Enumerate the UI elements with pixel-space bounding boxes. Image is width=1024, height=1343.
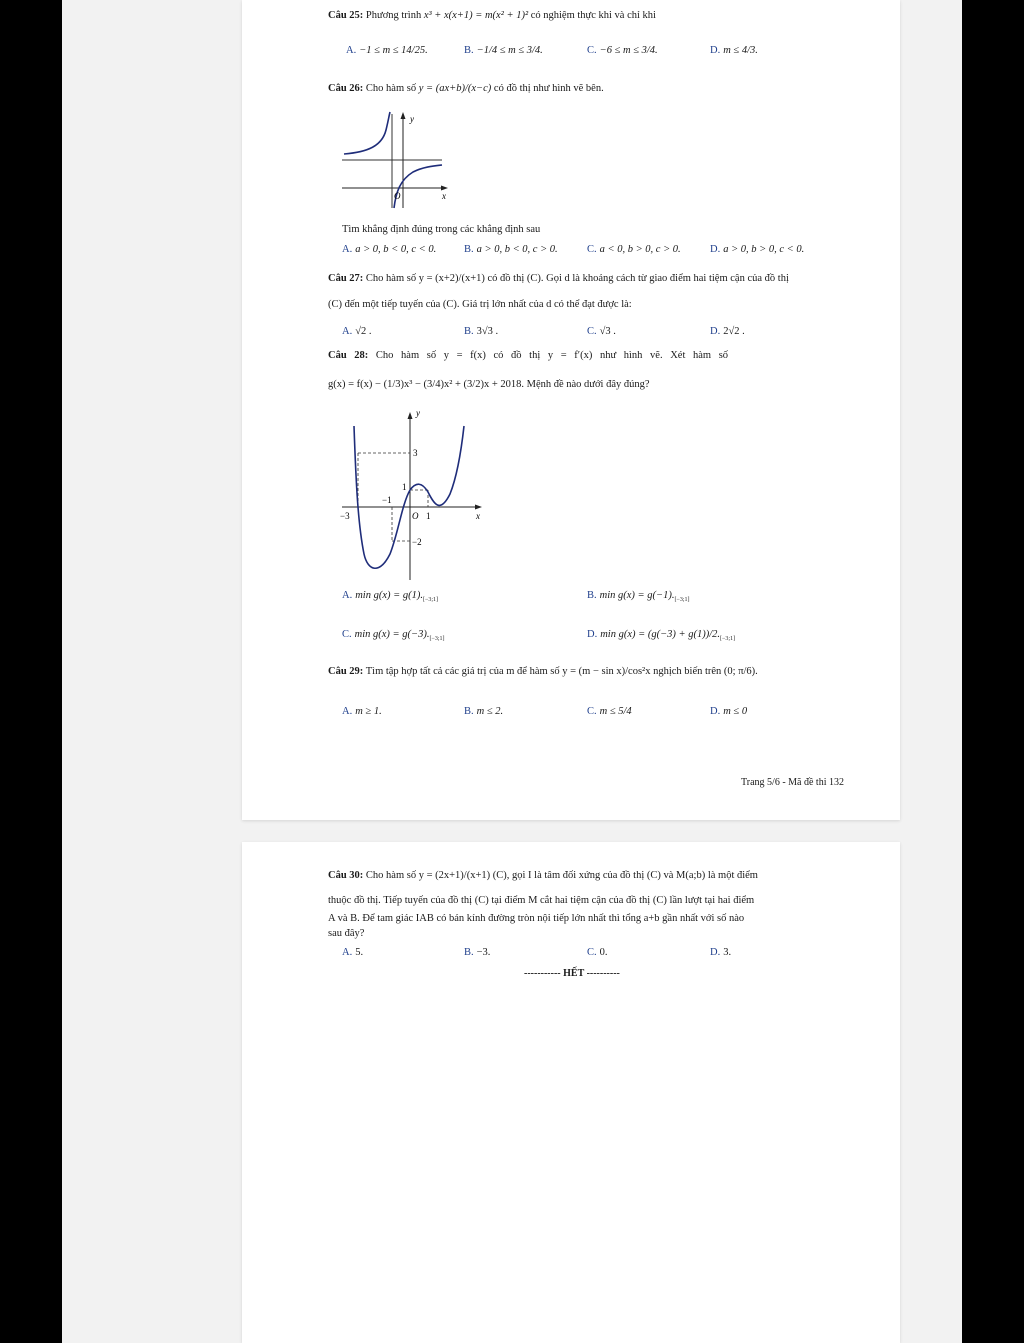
- option-d[interactable]: [710, 325, 745, 339]
- x-axis-label: x: [442, 191, 446, 201]
- option-d[interactable]: [710, 243, 804, 257]
- option-expr: m ≤ 2.: [476, 706, 504, 717]
- option-c[interactable]: [587, 325, 616, 339]
- option-d[interactable]: [710, 705, 747, 719]
- option-expr: −1/4 ≤ m ≤ 3/4.: [476, 45, 543, 56]
- derivative-curve: [354, 426, 464, 568]
- option-expr: a > 0, b > 0, c < 0.: [723, 244, 805, 255]
- option-expr: 3.: [723, 947, 732, 958]
- question-label: Câu 28:: [328, 350, 369, 361]
- origin-label: O: [412, 511, 419, 521]
- option-a[interactable]: [346, 44, 428, 58]
- option-letter: C.: [587, 45, 597, 56]
- option-c[interactable]: [587, 705, 632, 719]
- y-axis-arrow: [401, 112, 406, 119]
- option-expr: √2 .: [355, 326, 372, 337]
- tick-x-1: 1: [426, 511, 431, 521]
- option-c[interactable]: [587, 243, 681, 257]
- y-axis-arrow: [408, 412, 413, 419]
- option-letter: B.: [464, 706, 474, 717]
- option-b[interactable]: [464, 243, 558, 257]
- option-expr: 5.: [355, 947, 364, 958]
- tick-y-3: 3: [413, 448, 418, 458]
- option-letter: B.: [464, 947, 474, 958]
- option-expr: −6 ≤ m ≤ 3/4.: [599, 45, 658, 56]
- option-letter: D.: [710, 947, 721, 958]
- option-b[interactable]: [464, 325, 498, 339]
- question-27: [328, 272, 789, 286]
- question-30-line4: sau đây?: [328, 928, 365, 939]
- question-30-line2: thuộc đồ thị. Tiếp tuyến của đồ thị (C) tại điểm M cắt hai tiệm cận của đồ thị (C) lần lượt tại hai điểm: [328, 895, 755, 906]
- question-label: Câu 26:: [328, 83, 364, 94]
- question-26-prompt: Tìm khẳng định đúng trong các khẳng định sau: [342, 224, 541, 235]
- option-letter: D.: [710, 706, 721, 717]
- option-letter: D.: [710, 326, 721, 337]
- option-expr: 3√3 .: [476, 326, 499, 337]
- question-text: Tìm tập hợp tất cả các giá trị của m để hàm số y = (m − sin x)/cos²x nghịch biến trên (0; π/6).: [365, 666, 758, 677]
- option-expr: m ≥ 1.: [355, 706, 382, 717]
- option-b[interactable]: [587, 589, 690, 607]
- option-b[interactable]: [464, 705, 503, 719]
- document-viewer[interactable]: [62, 0, 962, 1343]
- option-subscript: [−3;1]: [429, 636, 445, 643]
- option-a[interactable]: [342, 946, 363, 960]
- question-25: [328, 9, 656, 23]
- end-marker: ----------- HẾT ----------: [524, 968, 620, 979]
- option-letter: A.: [342, 326, 353, 337]
- x-axis-label: x: [476, 511, 480, 521]
- option-a[interactable]: [342, 589, 438, 607]
- question-label: Câu 29:: [328, 666, 364, 677]
- option-a[interactable]: [342, 325, 371, 339]
- option-expr: a < 0, b > 0, c > 0.: [599, 244, 681, 255]
- question-label: Câu 27:: [328, 273, 364, 284]
- option-expr: min g(x) = (g(−3) + g(1))/2.: [600, 629, 721, 640]
- option-d[interactable]: [710, 44, 758, 58]
- question-27-line2: (C) đến một tiếp tuyến của (C). Giá trị lớn nhất của d có thể đạt được là:: [328, 299, 632, 310]
- option-expr: min g(x) = g(−3).: [354, 629, 430, 640]
- option-letter: D.: [710, 244, 721, 255]
- question-28: [328, 349, 728, 363]
- question-text: Phương trình: [365, 10, 422, 21]
- option-expr: m ≤ 0: [723, 706, 748, 717]
- option-letter: B.: [464, 244, 474, 255]
- option-letter: A.: [346, 45, 357, 56]
- option-d[interactable]: [710, 946, 731, 960]
- page-5: [242, 0, 900, 820]
- equation: y = (ax+b)/(x−c): [418, 83, 492, 94]
- option-c[interactable]: [587, 946, 608, 960]
- question-30: [328, 869, 758, 883]
- option-b[interactable]: [464, 44, 543, 58]
- question-text: có đồ thị như hình vẽ bên.: [493, 83, 604, 94]
- option-expr: min g(x) = g(1).: [355, 590, 423, 601]
- option-letter: B.: [464, 45, 474, 56]
- option-expr: 0.: [599, 947, 608, 958]
- question-text: Cho hàm số: [365, 83, 417, 94]
- question-29: [328, 665, 758, 679]
- question-26: [328, 82, 604, 96]
- x-axis-arrow: [475, 505, 482, 510]
- option-expr: a > 0, b < 0, c < 0.: [355, 244, 437, 255]
- question-text: có nghiệm thực khi và chỉ khi: [530, 10, 656, 21]
- question-text: Cho hàm số y = f(x) có đồ thị y = f′(x) như hình vẽ. Xét hàm số: [375, 350, 729, 361]
- option-letter: C.: [587, 706, 597, 717]
- y-axis-label: y: [416, 408, 420, 418]
- option-expr: a > 0, b < 0, c > 0.: [476, 244, 558, 255]
- curve-right-branch: [394, 165, 442, 208]
- option-expr: −1 ≤ m ≤ 14/25.: [359, 45, 428, 56]
- curve-left-branch: [344, 112, 390, 154]
- x-axis-arrow: [441, 186, 448, 191]
- question-30-line3: A và B. Để tam giác IAB có bán kính đường tròn nội tiếp lớn nhất thì tổng a+b gần nhất với số nào: [328, 913, 745, 924]
- page-footer: Trang 5/6 - Mã đề thi 132: [741, 777, 844, 788]
- option-expr: m ≤ 5/4: [599, 706, 632, 717]
- option-letter: B.: [587, 590, 597, 601]
- option-expr: m ≤ 4/3.: [723, 45, 758, 56]
- option-subscript: [−3;1]: [674, 597, 690, 604]
- option-expr: √3 .: [599, 326, 616, 337]
- option-expr: 2√2 .: [723, 326, 745, 337]
- page-6: [242, 842, 900, 1343]
- option-letter: A.: [342, 947, 353, 958]
- tick-x-minus-3: −3: [340, 511, 350, 521]
- question-text: Cho hàm số y = (x+2)/(x+1) có đồ thị (C). Gọi d là khoảng cách từ giao điểm hai tiệm cận của đồ thị: [365, 273, 789, 284]
- question-label: Câu 30:: [328, 870, 364, 881]
- option-b[interactable]: [464, 946, 490, 960]
- question-text: Cho hàm số y = (2x+1)/(x+1) (C), gọi I là tâm đối xứng của đồ thị (C) và M(a;b) là một điểm: [365, 870, 758, 881]
- q28-graph: [340, 404, 490, 580]
- y-axis-label: y: [410, 114, 414, 124]
- option-subscript: [−3;1]: [720, 636, 736, 643]
- option-letter: C.: [587, 326, 597, 337]
- option-letter: C.: [587, 244, 597, 255]
- option-expr: −3.: [476, 947, 491, 958]
- equation: x³ + x(x+1) = m(x² + 1)²: [423, 10, 529, 21]
- q26-graph: [338, 110, 450, 212]
- question-28-line2: g(x) = f(x) − (1/3)x³ − (3/4)x² + (3/2)x + 2018. Mệnh đề nào dưới đây đúng?: [328, 379, 650, 390]
- tick-y-minus-2: −2: [412, 537, 422, 547]
- option-a[interactable]: [342, 705, 382, 719]
- option-c[interactable]: [587, 44, 658, 58]
- option-letter: B.: [464, 326, 474, 337]
- option-letter: C.: [342, 629, 352, 640]
- question-label: Câu 25:: [328, 10, 364, 21]
- option-c[interactable]: [342, 628, 445, 646]
- option-letter: A.: [342, 590, 353, 601]
- tick-x-minus-1: −1: [382, 495, 392, 505]
- option-letter: C.: [587, 947, 597, 958]
- option-letter: A.: [342, 244, 353, 255]
- tick-y-1: 1: [402, 482, 407, 492]
- option-subscript: [−3;1]: [422, 597, 438, 604]
- option-letter: D.: [710, 45, 721, 56]
- option-letter: D.: [587, 629, 598, 640]
- option-d[interactable]: [587, 628, 735, 646]
- option-letter: A.: [342, 706, 353, 717]
- option-expr: min g(x) = g(−1).: [599, 590, 675, 601]
- option-a[interactable]: [342, 243, 436, 257]
- origin-label: O: [394, 191, 401, 201]
